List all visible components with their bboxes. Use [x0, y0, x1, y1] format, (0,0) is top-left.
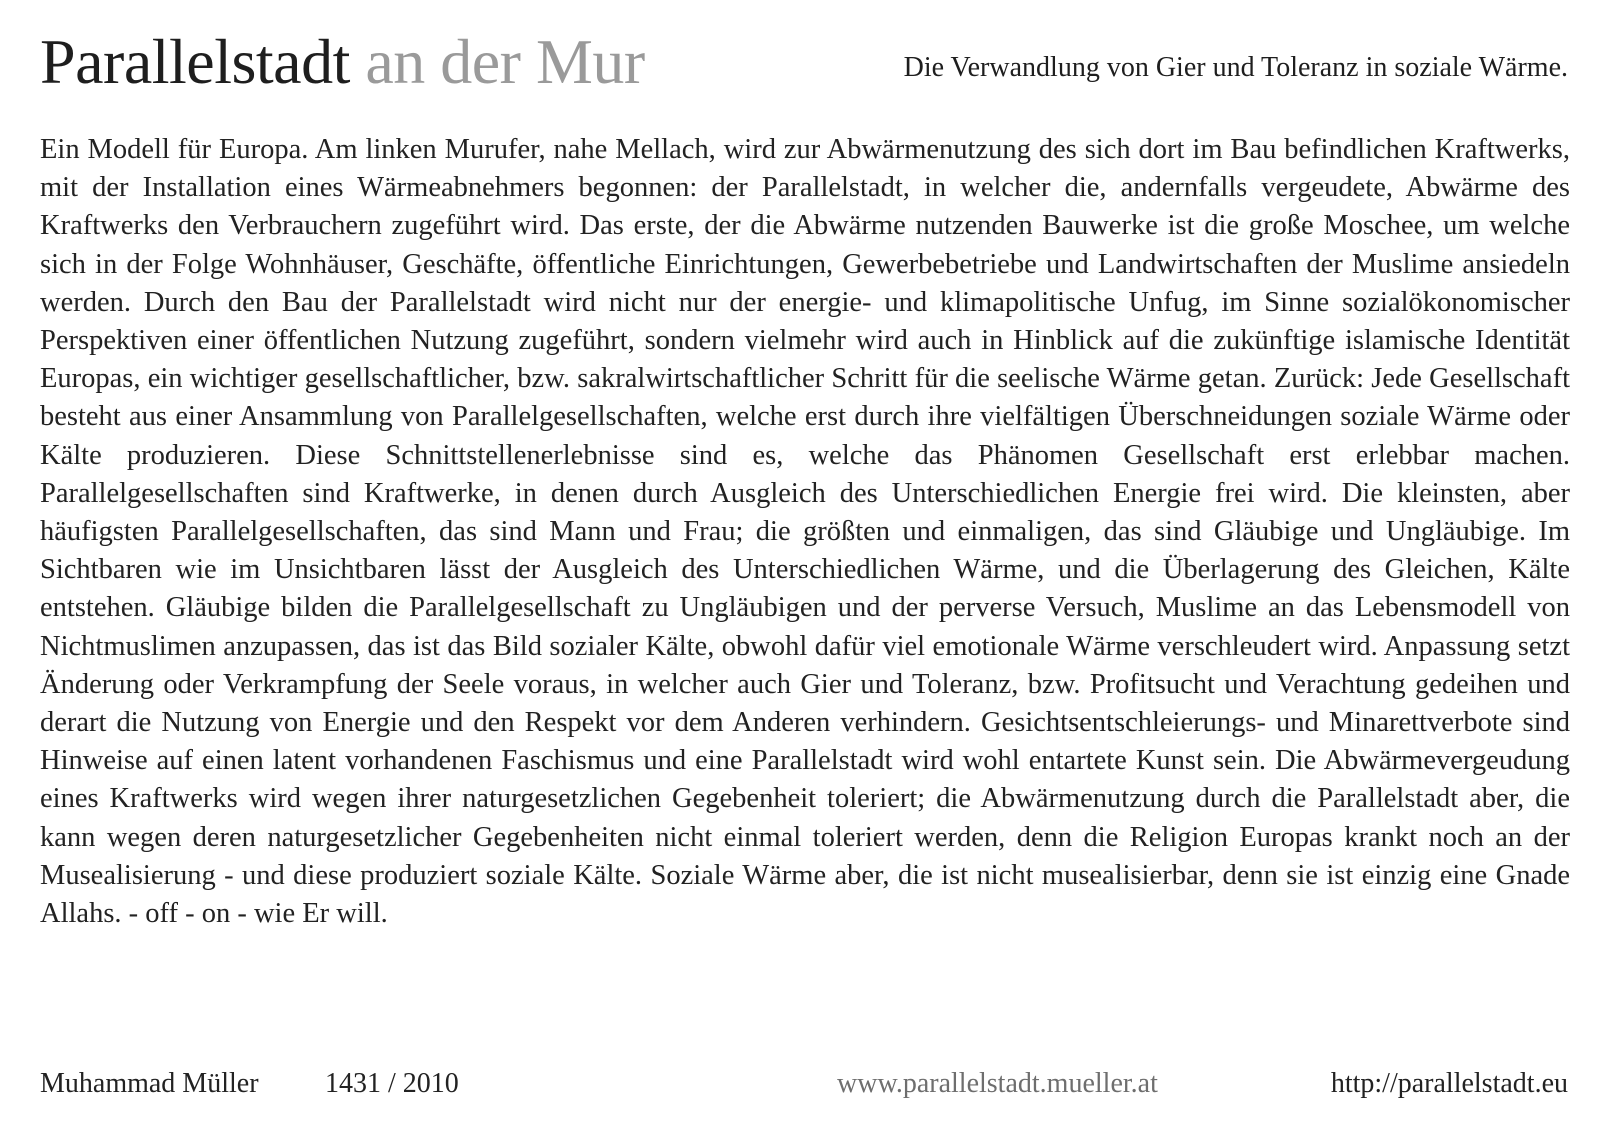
- title-sub: an der Mur: [365, 26, 645, 97]
- subtitle: Die Verwandlung von Gier und Toleranz in soziale Wärme.: [903, 52, 1568, 83]
- author-name: Muhammad Müller: [40, 1068, 259, 1099]
- title-main: Parallelstadt: [40, 26, 350, 97]
- footer: [40, 1064, 1568, 1104]
- body-paragraph: Ein Modell für Europa. Am linken Murufer, nahe Mellach, wird zur Abwärmenutzung des sich dort im Bau befindlichen Kraftwerks, mit der Installation eines Wärmeabnehmers begonnen: der Parallelstadt, in welcher die, andernfalls vergeudete, Abwärme des Kraftwerks den Verbrauchern zugeführt wird. Das erste, der die Abwärme nutzenden Bauwerke ist die große Moschee, um welche sich in der Folge Wohnhäuser, Geschäfte, öffentliche Einrichtungen, Gewerbebetriebe und Landwirtschaften der Muslime ansiedeln werden. Durch den Bau der Parallelstadt wird nicht nur der energie- und klimapolitische Unfug, im Sinne sozialökonomischer Perspektiven einer öffentlichen Nutzung zugeführt, sondern vielmehr wird auch in Hinblick auf die zukünftige islamische Identität Europas, ein wichtiger gesellschaftlicher, bzw. sakralwirtschaftlicher Schritt für die seelische Wärme getan. Zurück: Jede Gesellschaft besteht aus einer Ansammlung von Parallelgesellschaften, welche erst durch ihre vielfältigen Überschneidungen soziale Wärme oder Kälte produzieren. Diese Schnittstellenerlebnisse sind es, welche das Phänomen Gesellschaft erst erlebbar machen. Parallelgesellschaften sind Kraftwerke, in denen durch Ausgleich des Unterschiedlichen Energie frei wird. Die kleinsten, aber häufigsten Parallelgesellschaften, das sind Mann und Frau; die größten und einmaligen, das sind Gläubige und Ungläubige. Im Sichtbaren wie im Unsichtbaren lässt der Ausgleich des Unterschiedlichen Wärme, und die Überlagerung des Gleichen, Kälte entstehen. Gläubige bilden die Parallelgesellschaft zu Ungläubigen und der perverse Versuch, Muslime an das Lebensmodell von Nichtmuslimen anzupassen, das ist das Bild sozialer Kälte, obwohl dafür viel emotionale Wärme verschleudert wird. Anpassung setzt Änderung oder Verkrampfung der Seele voraus, in welcher auch Gier und Toleranz, bzw. Profitsucht und Verachtung gedeihen und derart die Nutzung von Energie und den Respekt vor dem Anderen verhindern. Gesichtsentschleierungs- und Minarettverbote sind Hinweise auf einen latent vorhandenen Faschismus und eine Parallelstadt wird wohl entartete Kunst sein. Die Abwärmevergeudung eines Kraftwerks wird wegen ihrer naturgesetzlichen Gegebenheit toleriert; die Abwärmenutzung durch die Parallelstadt aber, die kann wegen deren naturgesetzlicher Gegebenheiten nicht einmal toleriert werden, denn die Religion Europas krankt noch an der Musealisierung - und diese produziert soziale Kälte. Soziale Wärme aber, die ist nicht musealisierbar, denn sie ist einzig eine Gnade Allahs. - off - on - wie Er will.: [40, 134, 1570, 930]
- website-link-secondary[interactable]: http://parallelstadt.eu: [1330, 1068, 1568, 1099]
- page-title: [40, 22, 645, 102]
- year-label: 1431 / 2010: [325, 1068, 459, 1099]
- header: [40, 22, 1568, 102]
- website-link-primary[interactable]: www.parallelstadt.mueller.at: [837, 1068, 1158, 1099]
